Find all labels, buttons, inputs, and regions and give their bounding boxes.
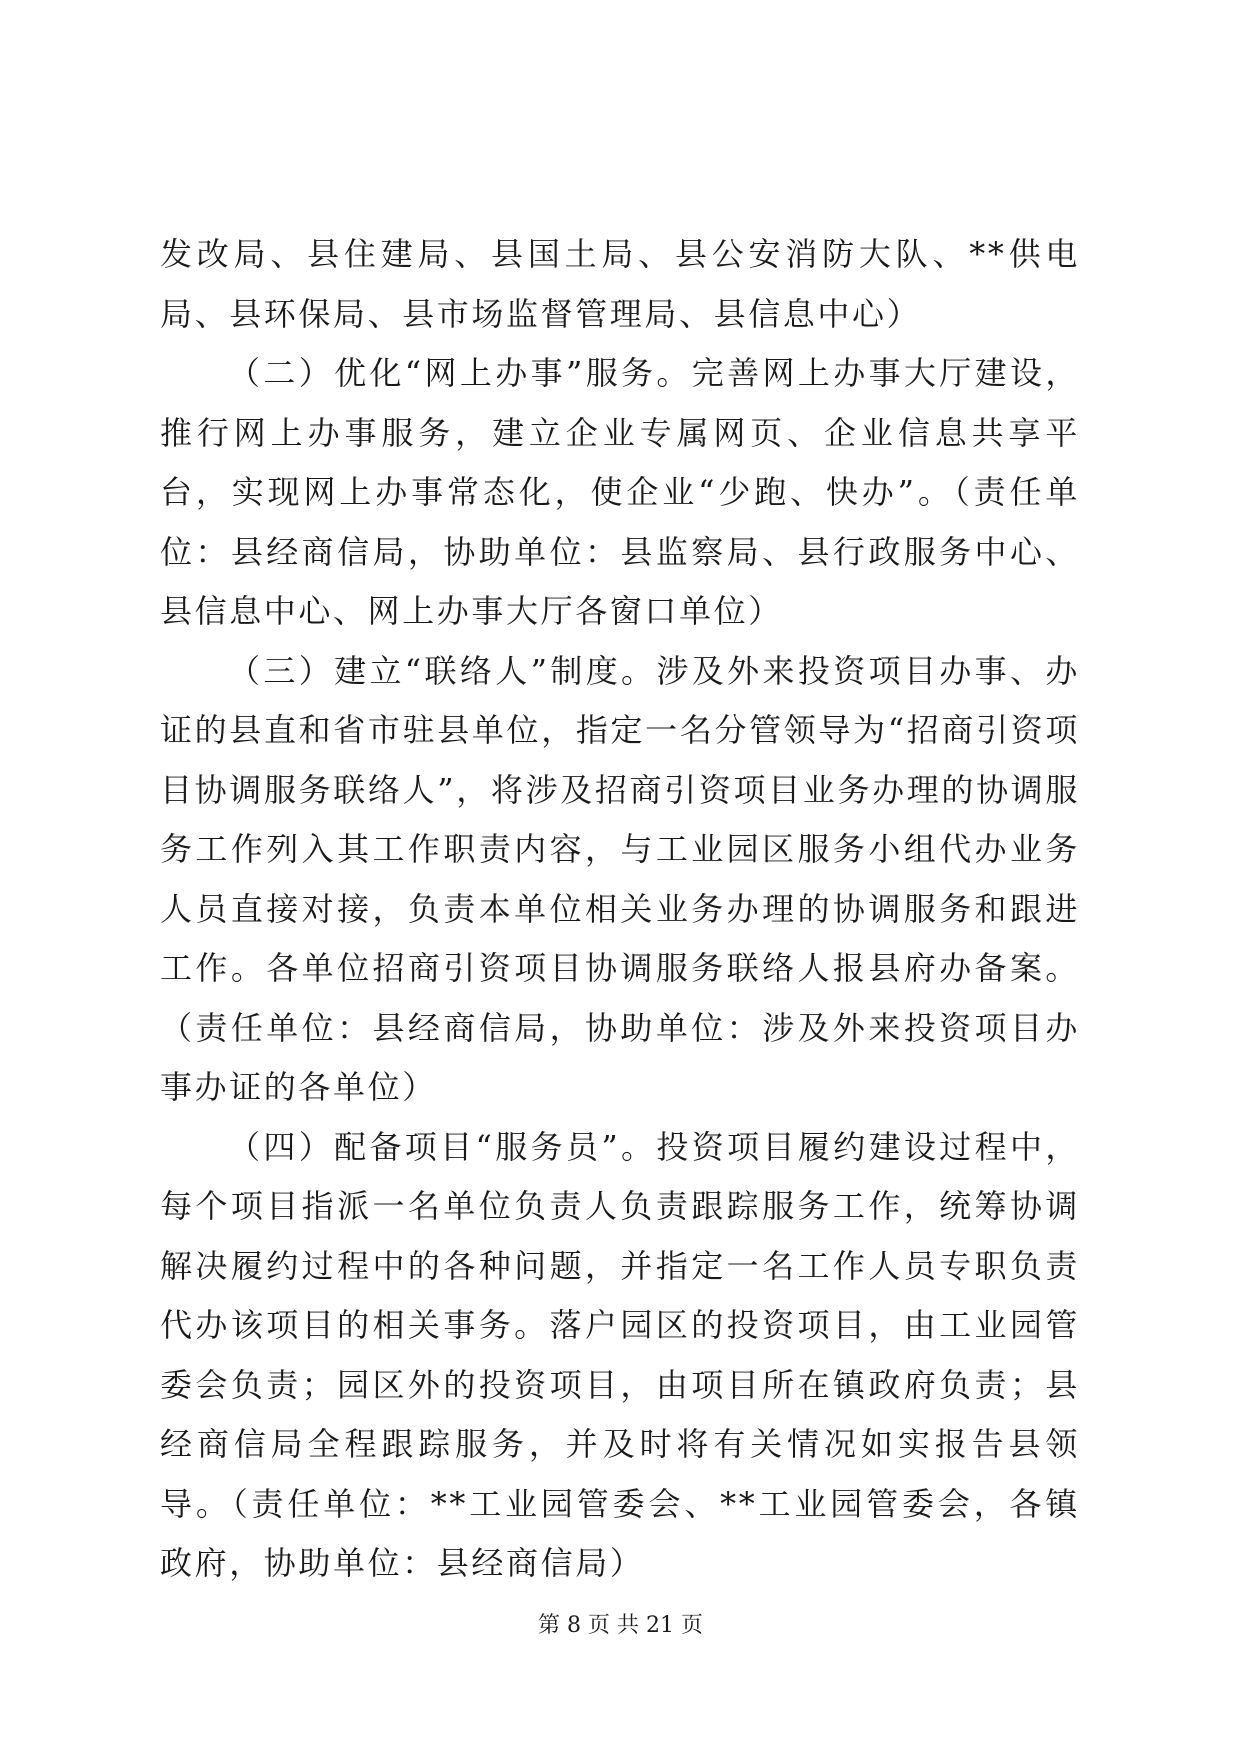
paragraph-online-service: （二）优化“网上办事”服务。完善网上办事大厅建设，推行网上办事服务，建立企业专属网页、企业信息共享平台，实现网上办事常态化，使企业“少跑、快办”。（责任单位：县经商信局，协助单位：县监察局、县行政服务中心、县信息中心、网上办事大厅各窗口单位） bbox=[160, 354, 1080, 630]
paragraph-project-service: （四）配备项目“服务员”。投资项目履约建设过程中，每个项目指派一名单位负责人负责跟踪服务工作，统筹协调解决履约过程中的各种问题，并指定一名工作人员专职负责代办该项目的相关事务。落户园区的投资项目，由工业园管委会负责；园区外的投资项目，由项目所在镇政府负责；县经商信局全程跟踪服务，并及时将有关情况如实报告县领导。（责任单位：**工业园管委会、**工业园管委会，各镇政府，协助单位：县经商信局） bbox=[160, 1127, 1080, 1582]
page-number-footer: 第 8 页 共 21 页 bbox=[538, 1613, 703, 1638]
paragraph-liaison-system: （三）建立“联络人”制度。涉及外来投资项目办事、办证的县直和省市驻县单位，指定一名分管领导为“招商引资项目协调服务联络人”，将涉及招商引资项目业务办理的协调服务工作列入其工作职责内容，与工业园区服务小组代办业务人员直接对接，负责本单位相关业务办理的协调服务和跟进工作。各单位招商引资项目协调服务联络人报县府办备案。（责任单位：县经商信局，协助单位：涉及外来投资项目办事办证的各单位） bbox=[160, 651, 1080, 1106]
document-body bbox=[160, 225, 1080, 1594]
paragraph-continuation: 发改局、县住建局、县国土局、县公安消防大队、**供电局、县环保局、县市场监督管理局、县信息中心） bbox=[160, 235, 1080, 333]
